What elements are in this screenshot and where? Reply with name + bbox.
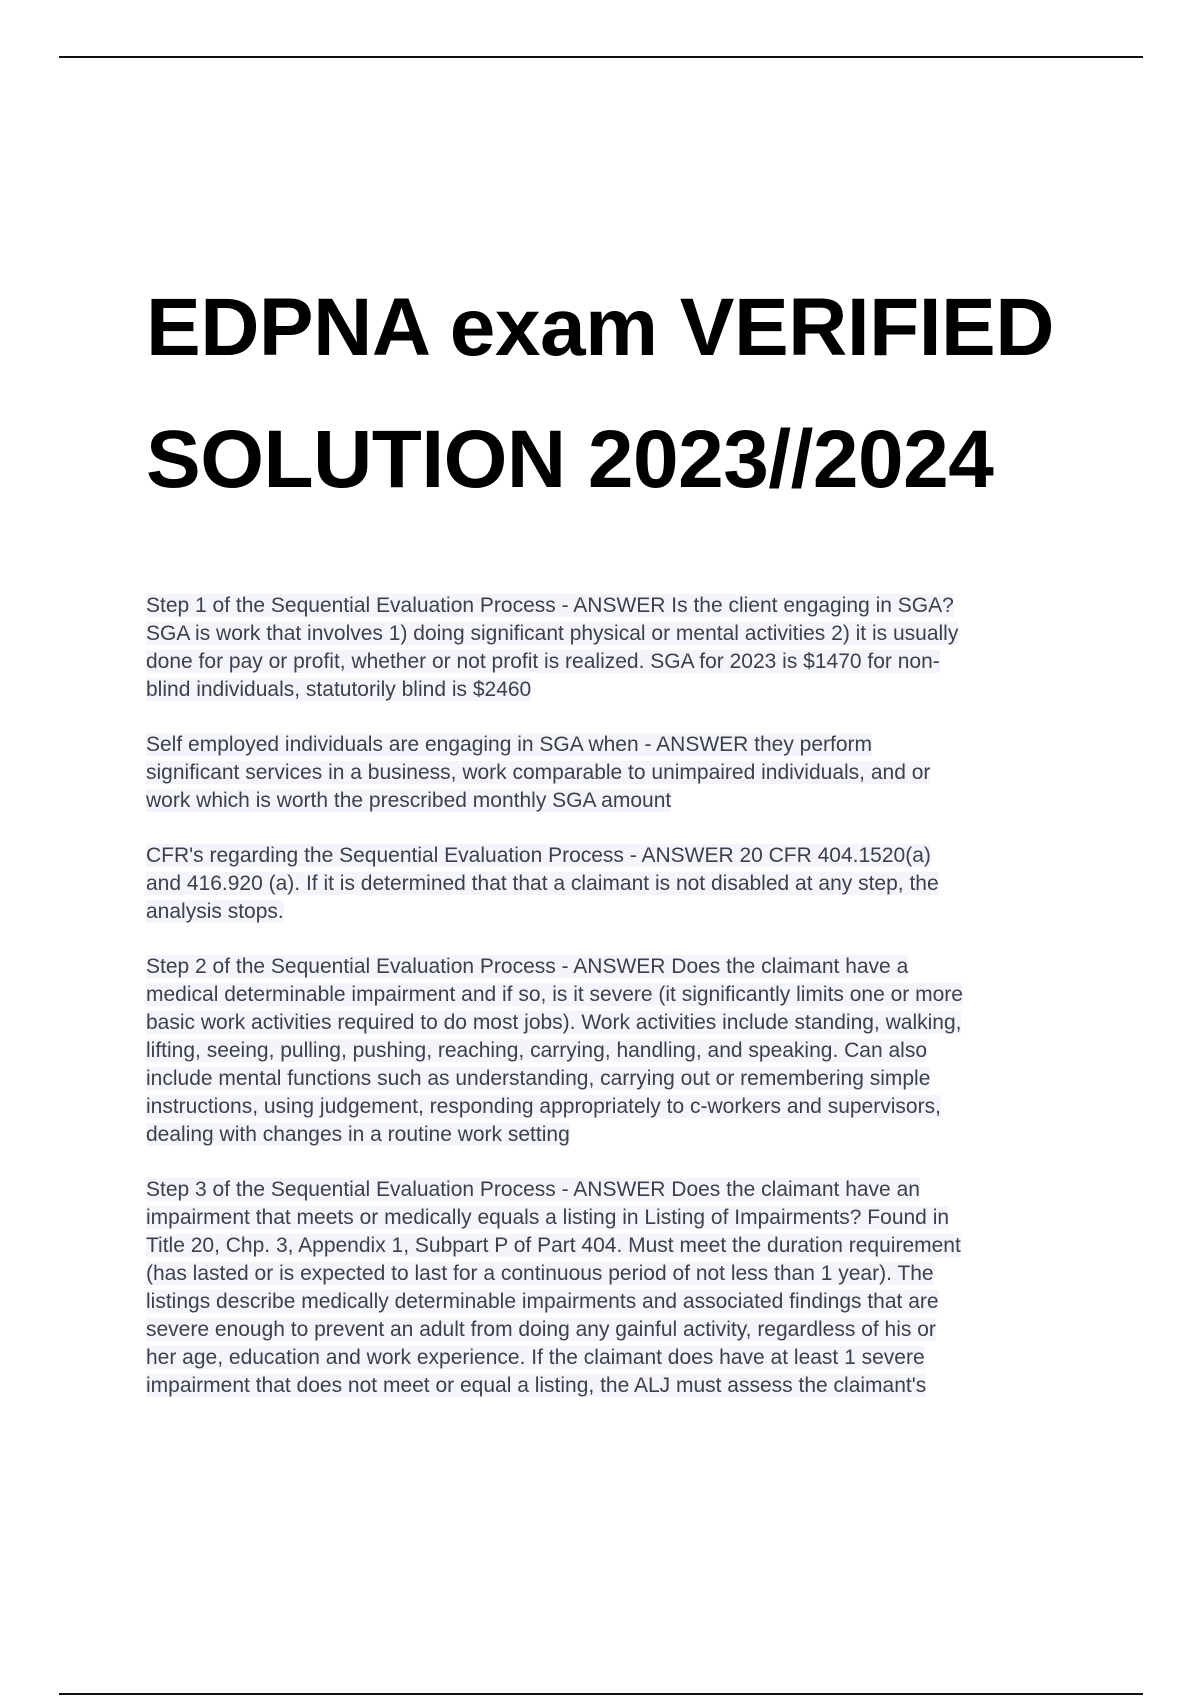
qa-text: Step 2 of the Sequential Evaluation Process - ANSWER Does the claimant have a medical determinable impairment and if so, is it severe (it significantly limits one or more basic work activities required to do most jobs). Work activities include standing, walking, lifting, seeing, pulling, pushing, reaching, carrying, handling, and speaking. Can also include mental functions such as understanding, carrying out or remembering simple instructions, using judgement, responding appropriately to c-workers and supervisors, dealing with changes in a routine work setting xyxy=(146,955,963,1146)
qa-item-step-3 xyxy=(146,1176,1091,1400)
qa-item-step-1 xyxy=(146,592,1091,704)
qa-item-cfr xyxy=(146,842,1091,926)
qa-text: Step 3 of the Sequential Evaluation Process - ANSWER Does the claimant have an impairment that meets or medically equals a listing in Listing of Impairments? Found in Title 20, Chp. 3, Appendix 1, Subpart P of Part 404. Must meet the duration requirement (has lasted or is expected to last for a continuous period of not less than 1 year). The listings describe medically determinable impairments and associated findings that are severe enough to prevent an adult from doing any gainful activity, regardless of his or her age, education and work experience. If the claimant does have at least 1 severe impairment that does not meet or equal a listing, the ALJ must assess the claimant's xyxy=(146,1178,961,1397)
qa-text: Step 1 of the Sequential Evaluation Process - ANSWER Is the client engaging in SGA? SGA is work that involves 1) doing significant physical or mental activities 2) it is usually done for pay or profit, whether or not profit is realized. SGA for 2023 is $1470 for non- blind individuals, statutorily blind is $2460 xyxy=(146,594,959,701)
qa-item-self-employed xyxy=(146,731,1091,815)
document-title xyxy=(146,262,1126,526)
title-line-2: SOLUTION 2023//2024 xyxy=(146,414,994,505)
bottom-rule xyxy=(59,1693,1143,1695)
qa-text: CFR's regarding the Sequential Evaluation Process - ANSWER 20 CFR 404.1520(a) and 416.920 (a). If it is determined that that a claimant is not disabled at any step, the analysis stops. xyxy=(146,844,939,923)
qa-text: Self employed individuals are engaging in SGA when - ANSWER they perform significant services in a business, work comparable to unimpaired individuals, and or work which is worth the prescribed monthly SGA amount xyxy=(146,733,931,812)
qa-item-step-2 xyxy=(146,953,1091,1149)
qa-list xyxy=(146,592,1091,1427)
title-line-1: EDPNA exam VERIFIED xyxy=(146,282,1054,373)
top-rule xyxy=(59,56,1143,58)
